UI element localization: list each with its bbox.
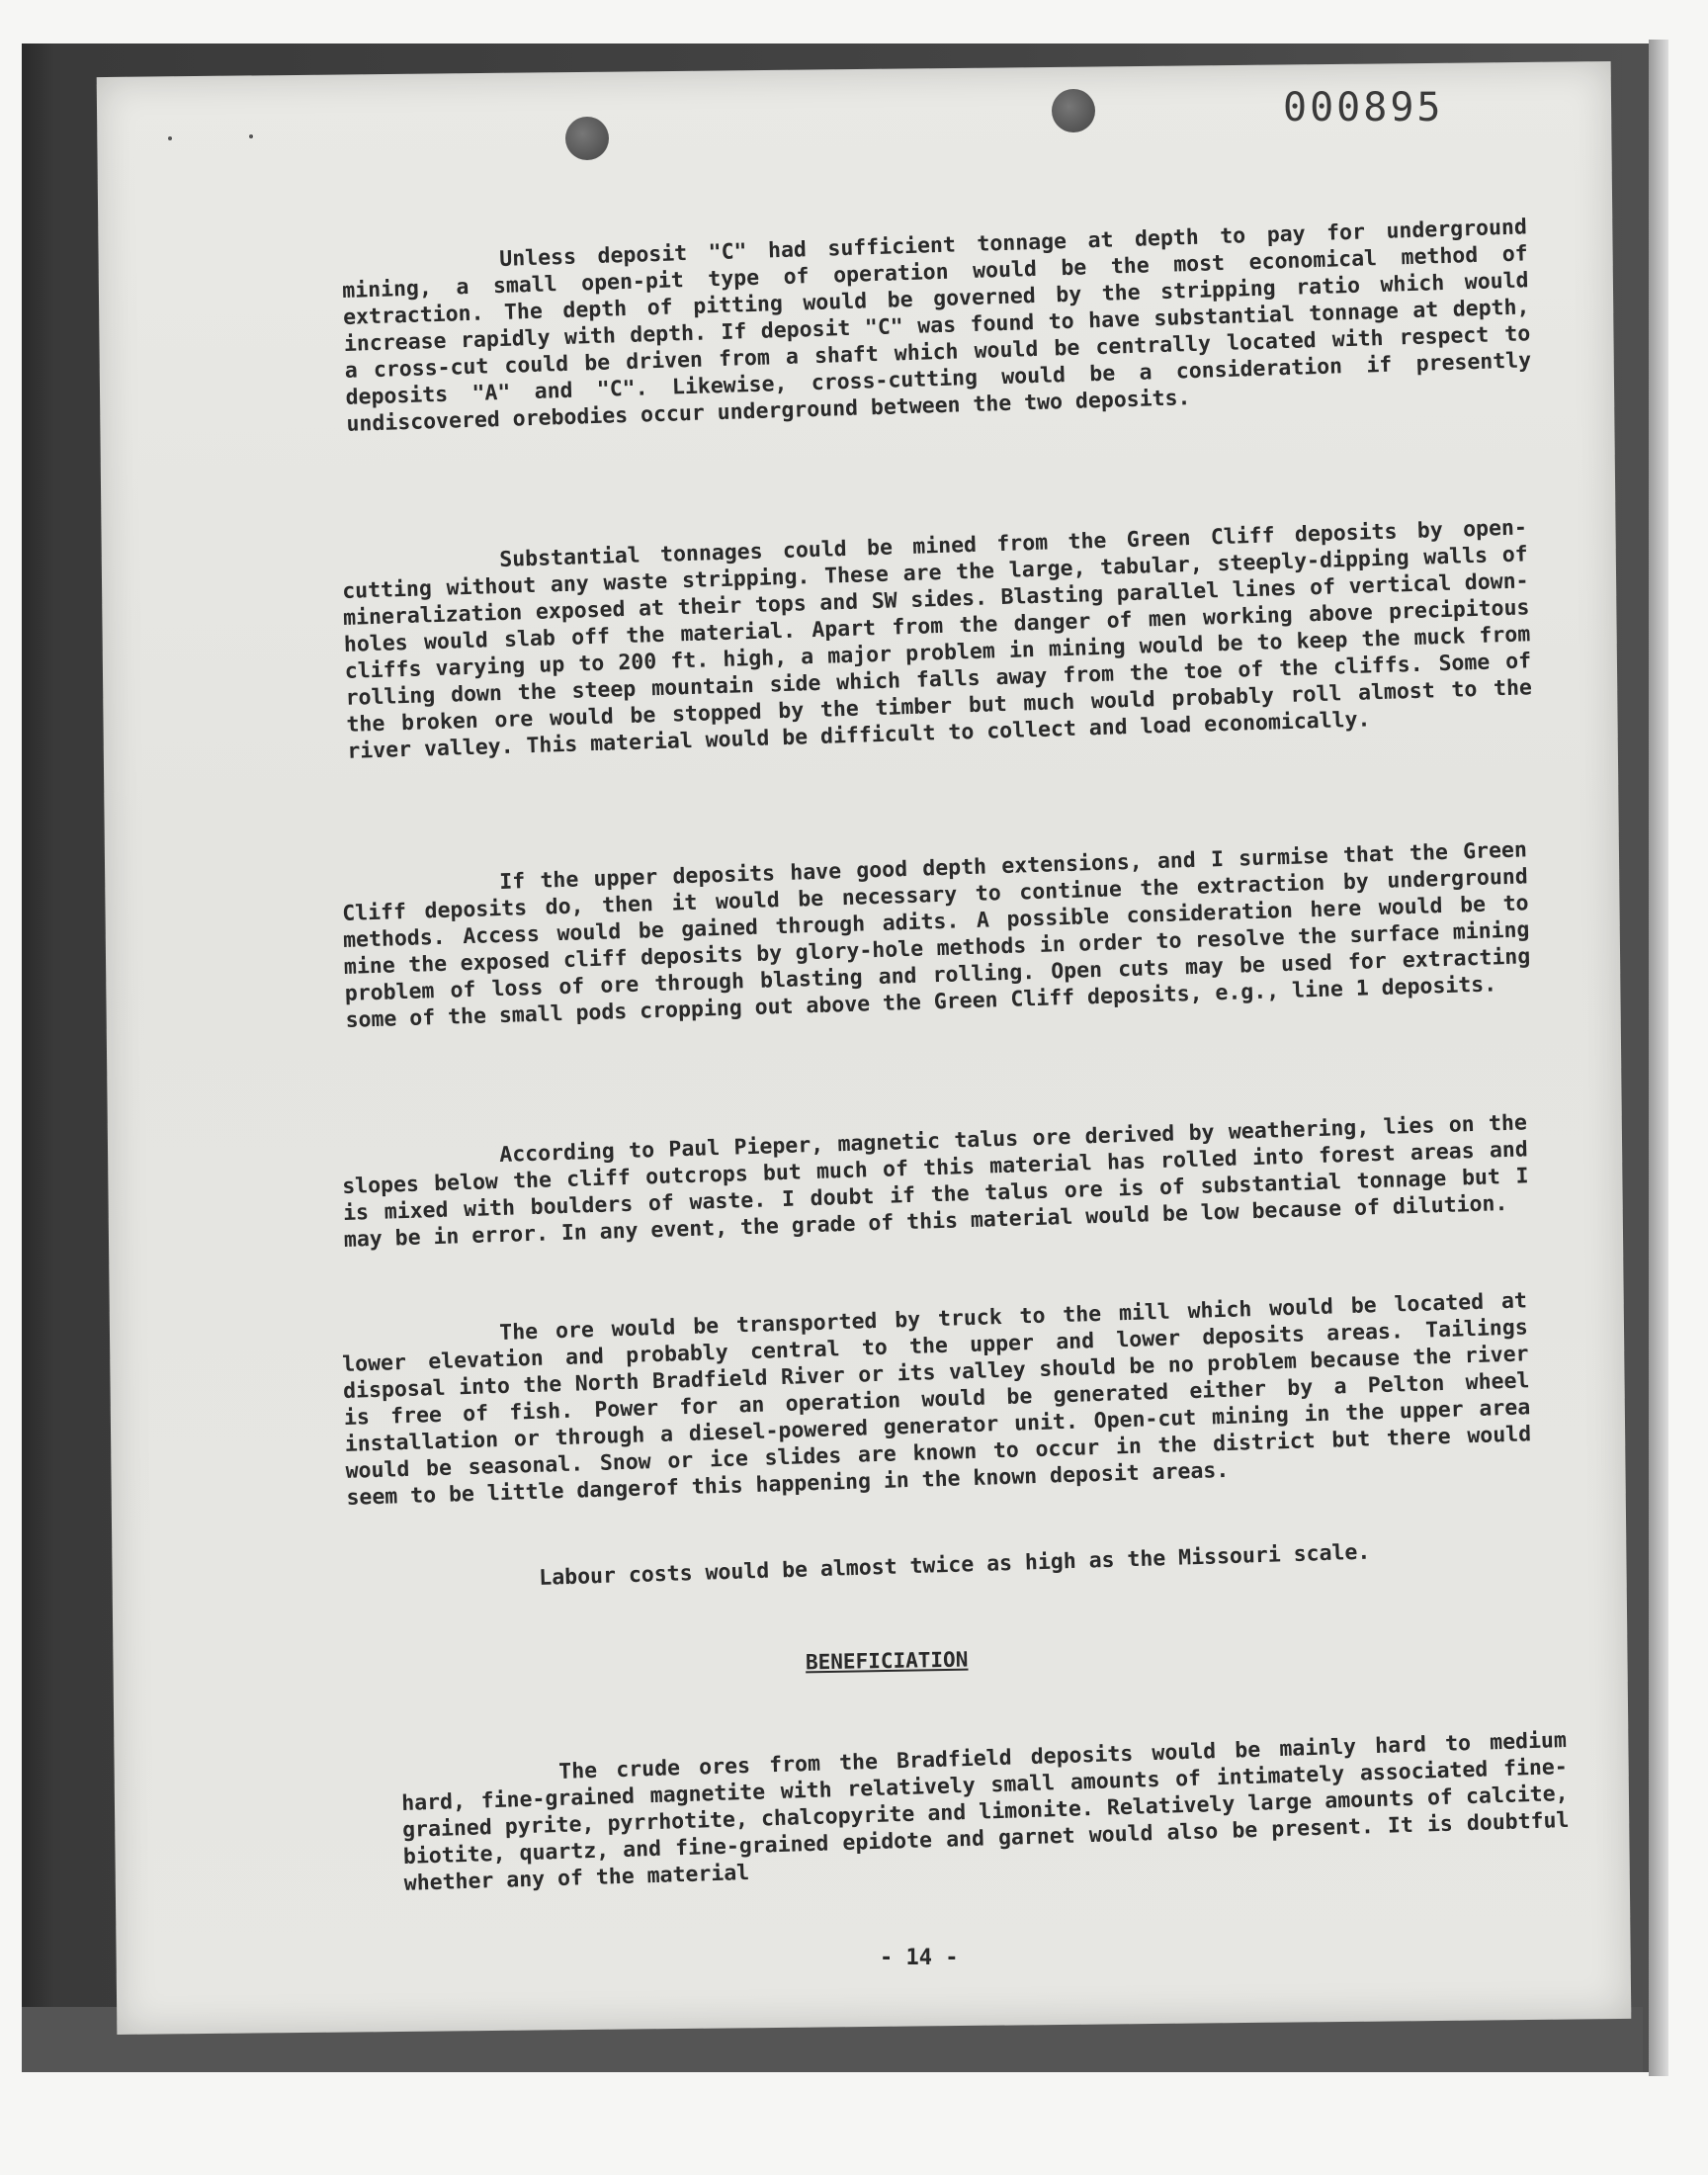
page-number: - 14 - [880, 1946, 959, 1970]
paragraph-upper-deposits: If the upper deposits have good depth extensions, and I surmise that the Green Cliff deposits do, then it would be necessary to continue the extraction by underground methods. Access would be gained through adits. A possible consideration here would be to mine the exposed cliff deposits by glory-hole methods in order to resolve the surface mining problem of loss of ore through blasting and rolling. Open cuts may be used for extracting some of the small pods cropping out above the Green Cliff deposits, e.g., line 1 deposits. [341, 836, 1531, 1033]
punch-hole-left [565, 117, 609, 160]
document-number: 000895 [1283, 85, 1444, 130]
paragraph-green-cliff: Substantial tonnages could be mined from the Green Cliff deposits by open-cutting without any waste stripping. These are the large, tabular, steeply-dipping walls of mineralization exposed at their tops and SW sides. Blasting parallel lines of vertical down-holes would slab off the material. Apart from the danger of men working above precipitous cliffs varying up to 200 ft. high, a major problem in mining would be to keep the muck from rolling down the steep mountain side which falls away from the toe of the cliffs. Some of the broken ore would be stopped by the timber but much would probably roll almost to the river valley. This material would be difficult to collect and load economically. [341, 514, 1533, 764]
section-heading: BENEFICIATION [805, 1647, 969, 1675]
paper-right-edge [1649, 40, 1668, 2076]
punch-hole-right [1052, 89, 1095, 132]
paragraph-labour: Labour costs would be almost twice as high as the Missouri scale. [538, 1539, 1371, 1591]
dust-speck [168, 136, 172, 140]
paragraph-beneficiation: The crude ores from the Bradfield deposits would be mainly hard to medium hard, fine-grained magnetite with relatively small amounts of intimately associated fine-grained pyrite, pyrrhotite, chalcopyrite and limonite. Relatively large amounts of calcite, biotite, quartz, and fine-grained epidote and garnet would also be present. It is doubtful whether any of the material [400, 1727, 1570, 1896]
paragraph-transport: The ore would be transported by truck to the mill which would be located at lower elevation and probably central to the upper and lower deposits areas. Tailings disposal into the North Bradfield River or its valley should be no problem because the river is free of fish. Power for an operation would be generated either by a Pelton wheel installation or through a diesel-powered generator unit. Open-cut mining in the upper area would be seasonal. Snow or ice slides are known to occur in the district but there would seem to be little dangerof this happening in the known deposit areas. [341, 1287, 1532, 1511]
paragraph-talus-ore: According to Paul Pieper, magnetic talus ore derived by weathering, lies on the slopes below the cliff outcrops but much of this material has rolled into forest areas and is mixed with boulders of waste. I doubt if the talus ore is of substantial tonnage but I may be in error. In any event, the grade of this material would be low because of dilution. [341, 1109, 1529, 1253]
dust-speck [249, 134, 253, 138]
paragraph-deposit-c: Unless deposit "C" had sufficient tonnage at depth to pay for underground mining, a small open-pit type of operation would be the most economical method of extraction. The depth of pitting would be governed by the stripping ratio which would increase rapidly with depth. If deposit "C" was found to have substantial tonnage at depth, a cross-cut could be driven from a shaft which would be centrally located with respect to deposits "A" and "C". Likewise, cross-cutting would be a consideration if presently undiscovered orebodies occur underground between the two deposits. [341, 214, 1532, 437]
